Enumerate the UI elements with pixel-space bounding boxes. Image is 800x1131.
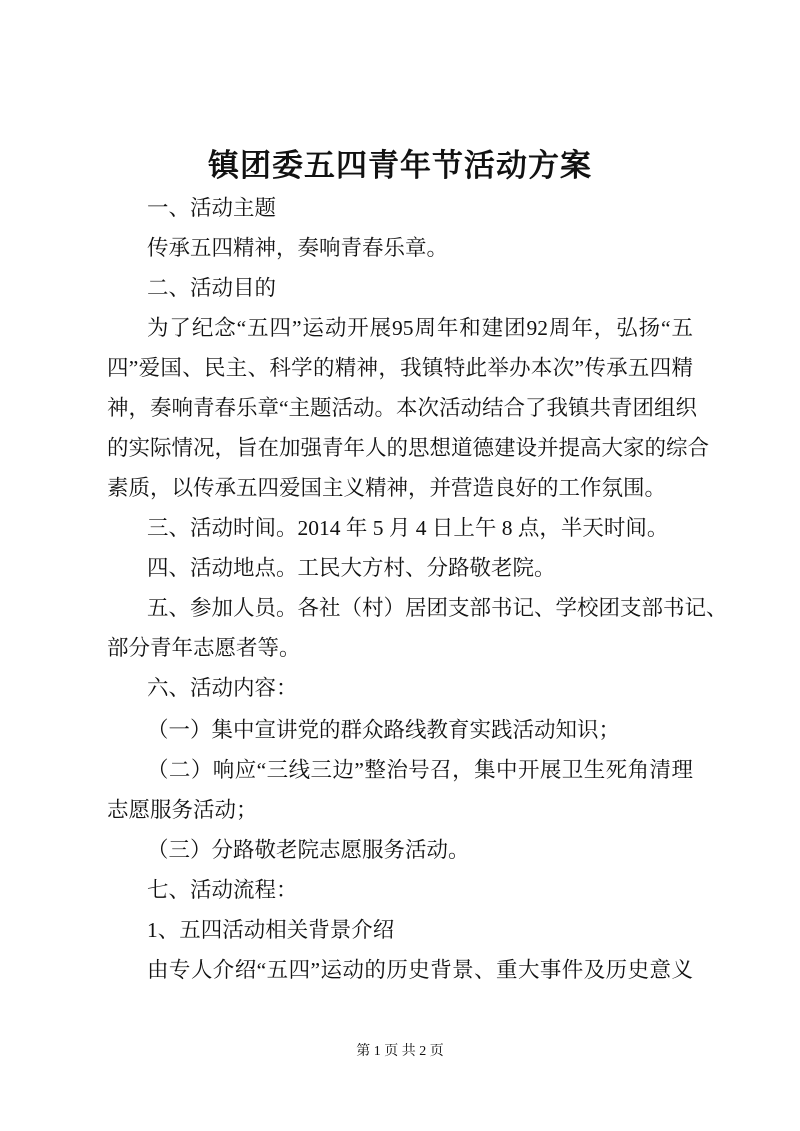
text-line: 1、五四活动相关背景介绍 <box>147 918 395 942</box>
text-line: 志愿服务活动； <box>107 798 258 822</box>
text-line: 由专人介绍“五四”运动的历史背景、重大事件及历史意义 <box>147 958 693 982</box>
text-line: 部分青年志愿者等。 <box>107 636 301 660</box>
text-line: 素质，以传承五四爱国主义精神，并营造良好的工作氛围。 <box>107 476 667 500</box>
text-line: 七、活动流程： <box>147 878 298 902</box>
text-line: （一）集中宣讲党的群众路线教育实践活动知识； <box>147 718 621 742</box>
text-line: 神，奏响青春乐章“主题活动。本次活动结合了我镇共青团组织 <box>107 396 698 420</box>
text-line: 四、活动地点。工民大方村、分路敬老院。 <box>147 556 556 580</box>
text-line: 二、活动目的 <box>147 276 277 300</box>
text-line: 五、参加人员。各社（村）居团支部书记、学校团支部书记、 <box>147 596 728 620</box>
text-line: （二）响应“三线三边”整治号召，集中开展卫生死角清理 <box>147 758 693 782</box>
text-line: 四”爱国、民主、科学的精神，我镇特此举办本次”传承五四精 <box>107 356 693 380</box>
page-footer: 第 1 页 共 2 页 <box>356 1044 444 1059</box>
text-line: 为了纪念“五四”运动开展95周年和建团92周年，弘扬“五 <box>147 316 693 340</box>
document-title: 镇团委五四青年节活动方案 <box>208 148 592 183</box>
text-line: 一、活动主题 <box>147 196 277 220</box>
text-line: （三）分路敬老院志愿服务活动。 <box>147 838 470 862</box>
text-line: 三、活动时间。2014 年 5 月 4 日上午 8 点，半天时间。 <box>147 516 669 540</box>
text-line: 的实际情况，旨在加强青年人的思想道德建设并提高大家的综合 <box>107 436 710 460</box>
text-line: 传承五四精神，奏响青春乐章。 <box>147 236 449 260</box>
text-line: 六、活动内容： <box>147 676 298 700</box>
